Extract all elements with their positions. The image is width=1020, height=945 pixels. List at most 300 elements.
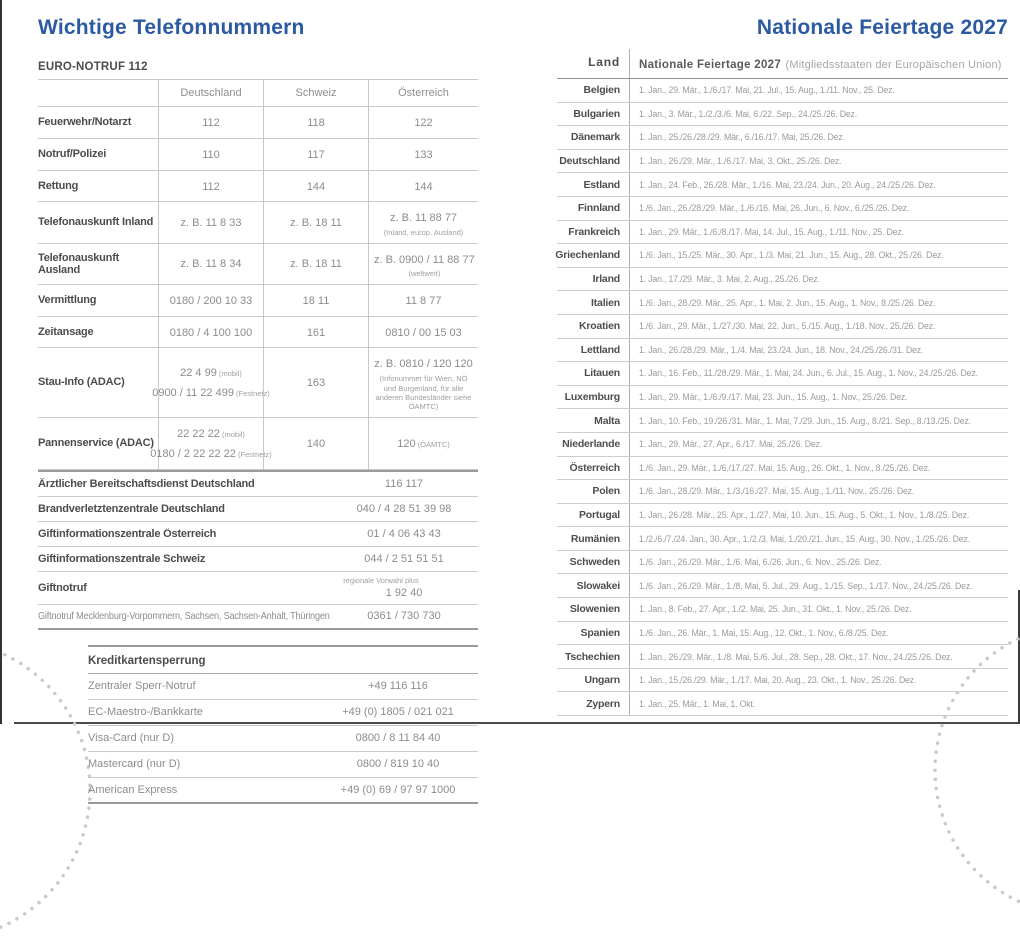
phone-number: 117 bbox=[307, 148, 325, 161]
holiday-dates bbox=[629, 457, 1008, 480]
phone-number-note: (Infonummer für Wien, NÖ und Burgenland, für alle anderen Bundesländer siehe ÖAMTC) bbox=[375, 374, 472, 412]
service-label-text: Giftnotruf bbox=[38, 582, 87, 595]
country-label: Spanien bbox=[580, 626, 620, 639]
phone-number-fit bbox=[290, 253, 342, 274]
phone-number-line bbox=[152, 382, 270, 403]
cell-at bbox=[368, 244, 480, 284]
phone-number: z. B. 11 8 34 bbox=[180, 258, 242, 271]
holiday-dates-text: 1./6. Jan., 26./29. Mär., 1./6. Mai, 6./26. Jun., 6. Nov., 25./26. Dez. bbox=[639, 557, 882, 568]
phone-number-line bbox=[181, 253, 242, 274]
phone-number: 18 11 bbox=[302, 294, 330, 307]
holiday-dates-text: 1. Jan., 26./29. Mär., 1./6./17. Mai, 3. Okt., 25./26. Dez. bbox=[639, 156, 842, 167]
row-label-text: Stau-Info (ADAC) bbox=[38, 376, 125, 389]
holiday-dates-text: 1./6. Jan., 26./28./29. Mär., 1./6./16. Mai, 26. Jun., 6. Nov., 6./25./26. Dez. bbox=[639, 203, 910, 214]
holiday-dates bbox=[629, 480, 1008, 503]
euro-notruf-heading: EURO-NOTRUF 112 bbox=[38, 61, 478, 80]
phone-number: 161 bbox=[306, 326, 326, 339]
holiday-dates-text: 1. Jan., 29. Mär., 1./6./8./17. Mai, 14. Jul., 15. Aug., 1./11. Nov., 25. Dez. bbox=[639, 226, 904, 237]
holiday-dates bbox=[629, 126, 1008, 149]
holiday-dates bbox=[629, 79, 1008, 102]
holiday-row bbox=[557, 339, 1008, 363]
country-label: Finnland bbox=[577, 202, 620, 215]
cell-at bbox=[368, 139, 478, 170]
phone-number-fit bbox=[307, 372, 325, 393]
phone-number-note: (mobil) bbox=[216, 368, 242, 378]
service-row bbox=[38, 572, 478, 605]
holiday-row bbox=[557, 645, 1008, 669]
phone-number-line bbox=[406, 290, 442, 311]
holiday-row bbox=[557, 551, 1008, 575]
phone-number: 22 22 22 bbox=[177, 427, 220, 440]
phone-number-line bbox=[202, 176, 220, 197]
row-label bbox=[38, 107, 158, 138]
holiday-dates bbox=[629, 268, 1008, 291]
holiday-row bbox=[557, 480, 1008, 504]
holiday-dates bbox=[629, 551, 1008, 574]
holidays-column-header: Nationale Feiertage 2027 (Mitgliedsstaaten der Europäischen Union) bbox=[629, 49, 1008, 78]
holiday-table-body bbox=[557, 79, 1008, 716]
phone-number-line bbox=[397, 433, 450, 454]
holiday-dates bbox=[629, 362, 1008, 385]
page-title-right: Nationale Feiertage 2027 bbox=[756, 16, 1008, 39]
cell-at bbox=[368, 107, 478, 138]
service-row bbox=[38, 472, 478, 497]
page-title-left: Wichtige Telefonnummern bbox=[38, 16, 305, 39]
phone-number: 0900 / 11 22 499 bbox=[152, 387, 234, 400]
holiday-dates-text: 1. Jan., 16. Feb., 11./28./29. Mär., 1. Mai, 24. Jun., 6. Jul., 15. Aug., 1. Nov., 24./25./26. Dez. bbox=[639, 368, 978, 379]
phone-number-fit bbox=[290, 212, 342, 233]
holiday-dates-text: 1. Jan., 24. Feb., 26./28. Mär., 1./16. Mai, 23./24. Jun., 20. Aug., 24./25./26. Dez. bbox=[639, 179, 936, 190]
phone-number: 040 / 4 28 51 39 98 bbox=[356, 503, 452, 516]
creditcard-label: American Express bbox=[88, 783, 178, 796]
service-label bbox=[38, 528, 330, 540]
phone-number-note: regionale Vorwahl plus bbox=[343, 576, 419, 586]
phone-number-fit bbox=[180, 362, 242, 383]
row-label bbox=[38, 418, 158, 470]
cell-at bbox=[368, 285, 478, 316]
phone-number-line bbox=[307, 112, 325, 133]
phone-number: 0180 / 200 10 33 bbox=[169, 294, 253, 307]
country-label: Belgien bbox=[583, 84, 620, 97]
holiday-dates bbox=[629, 173, 1008, 196]
phone-number-note: (ÖAMTC) bbox=[415, 440, 450, 450]
phone-number: 044 / 2 51 51 51 bbox=[364, 553, 444, 566]
holiday-dates bbox=[629, 150, 1008, 173]
phone-number-line bbox=[330, 586, 478, 600]
holiday-dates-text: 1. Jan., 17./29. Mär., 3. Mai, 2. Aug., 25./26. Dez. bbox=[639, 274, 820, 285]
service-value bbox=[330, 552, 478, 566]
holiday-row bbox=[557, 692, 1008, 716]
holiday-row bbox=[557, 362, 1008, 386]
phone-number-fit bbox=[385, 322, 461, 343]
cell-de bbox=[158, 107, 263, 138]
phone-number-line bbox=[390, 207, 457, 228]
cell-at bbox=[368, 418, 478, 470]
service-value bbox=[330, 527, 478, 541]
holiday-dates bbox=[629, 692, 1008, 715]
phone-number-line bbox=[181, 212, 242, 233]
row-label bbox=[38, 139, 158, 170]
holiday-row bbox=[557, 409, 1008, 433]
phone-number-fit bbox=[414, 176, 432, 197]
phone-number-fit bbox=[303, 290, 330, 311]
holiday-dates bbox=[629, 527, 1008, 550]
phone-number: 01 / 4 06 43 43 bbox=[367, 528, 441, 541]
service-value bbox=[330, 609, 478, 623]
phone-number: 144 bbox=[306, 180, 326, 193]
cell-ch bbox=[263, 202, 368, 242]
phone-number-line bbox=[330, 477, 478, 491]
row-label-text: Zeitansage bbox=[38, 325, 94, 338]
holiday-dates bbox=[629, 574, 1008, 597]
creditcard-number: 0800 / 819 10 40 bbox=[356, 758, 440, 771]
row-label bbox=[38, 244, 158, 284]
phone-number-fit bbox=[307, 112, 325, 133]
service-value bbox=[330, 477, 478, 491]
holiday-dates-text: 1. Jan., 3. Mär., 1./2./3./6. Mai, 6./22. Sep., 24./25./26. Dez. bbox=[639, 108, 858, 119]
row-label bbox=[38, 171, 158, 202]
service-label-text: Giftnotruf Mecklenburg-Vorpommern, Sachsen, Sachsen-Anhalt, Thüringen bbox=[38, 610, 330, 623]
creditcard-row bbox=[88, 700, 478, 726]
phone-number-fit bbox=[414, 112, 432, 133]
phone-number-line bbox=[385, 322, 461, 343]
cell-ch bbox=[263, 139, 368, 170]
table-row bbox=[38, 139, 478, 171]
cell-ch bbox=[263, 348, 368, 416]
holiday-dates bbox=[629, 622, 1008, 645]
phone-number-fit bbox=[307, 144, 325, 165]
country-label: Frankreich bbox=[568, 225, 620, 238]
country-label: Estland bbox=[583, 178, 620, 191]
phone-table bbox=[38, 80, 478, 472]
phone-number-fit bbox=[364, 552, 444, 566]
holiday-dates-text: 1./6. Jan., 29. Mär., 1./6./17./27. Mai, 15. Aug., 26. Okt., 1. Nov., 8./25./26. Dez. bbox=[639, 462, 930, 473]
service-value bbox=[330, 502, 478, 516]
creditcard-label: Mastercard (nur D) bbox=[88, 758, 181, 771]
phone-number: 0180 / 4 100 100 bbox=[169, 326, 253, 339]
service-row bbox=[38, 547, 478, 572]
holiday-dates-text: 1. Jan., 8. Feb., 27. Apr., 1./2. Mai, 25. Jun., 31. Okt., 1. Nov., 25./26. Dez. bbox=[639, 604, 912, 615]
row-label-text: Rettung bbox=[38, 179, 79, 192]
holiday-dates-text: 1./6. Jan., 26./29. Mär., 1./8. Mai, 5. Jul., 29. Aug., 1./15. Sep., 1./17. Nov., 24./25./26. Dez. bbox=[639, 580, 973, 591]
phone-number-line bbox=[414, 112, 432, 133]
creditcard-rows bbox=[88, 674, 478, 804]
holiday-row bbox=[557, 173, 1008, 197]
row-label-text: Feuerwehr/Notarzt bbox=[38, 116, 132, 129]
holiday-dates-text: 1. Jan., 26./28./29. Mär., 1./4. Mai, 23./24. Jun., 18. Nov., 24./25./26./31. Dez. bbox=[639, 344, 924, 355]
holiday-dates-text: 1./6. Jan., 15./25. Mär., 30. Apr., 1./3. Mai, 21. Jun., 15. Aug., 28. Okt., 25./26. Dez. bbox=[639, 250, 944, 261]
phone-number-fit bbox=[414, 144, 432, 165]
phone-number-line bbox=[414, 144, 432, 165]
phone-number-fit bbox=[181, 253, 242, 274]
phone-number: 116 117 bbox=[384, 478, 424, 491]
holiday-dates bbox=[629, 433, 1008, 456]
country-label: Slowakei bbox=[576, 579, 620, 592]
row-label bbox=[38, 317, 158, 348]
services-list bbox=[38, 472, 478, 630]
table-row bbox=[38, 285, 478, 317]
phone-table-body bbox=[38, 107, 478, 472]
phone-number-line bbox=[374, 249, 475, 270]
country-label: Irland bbox=[592, 273, 620, 286]
holiday-dates bbox=[629, 339, 1008, 362]
phone-number: 163 bbox=[306, 377, 326, 390]
phone-number-line bbox=[170, 322, 253, 343]
holiday-dates-text: 1. Jan., 10. Feb., 19./26./31. Mär., 1. Mai, 7./29. Jun., 15. Aug., 8./21. Sep., 8./13./25. Dez. bbox=[639, 415, 971, 426]
table-corner-cell bbox=[38, 80, 158, 106]
phone-number-line bbox=[330, 527, 478, 541]
creditcard-title: Kreditkartensperrung bbox=[88, 647, 478, 674]
phone-number-line bbox=[330, 502, 478, 516]
holiday-dates bbox=[629, 645, 1008, 668]
row-label bbox=[38, 285, 158, 316]
cell-ch bbox=[263, 244, 368, 284]
creditcard-number: +49 (0) 69 / 97 97 1000 bbox=[340, 783, 456, 796]
phone-number: z. B. 11 88 77 bbox=[389, 212, 458, 225]
holiday-row bbox=[557, 669, 1008, 693]
holiday-dates bbox=[629, 504, 1008, 527]
phone-number-fit bbox=[367, 609, 440, 623]
cell-ch bbox=[263, 171, 368, 202]
holiday-dates bbox=[629, 669, 1008, 692]
holiday-dates bbox=[629, 291, 1008, 314]
holiday-row bbox=[557, 622, 1008, 646]
phone-number: 144 bbox=[414, 180, 433, 193]
holiday-dates bbox=[629, 315, 1008, 338]
phone-number-line bbox=[202, 144, 220, 165]
phone-number-line bbox=[180, 362, 242, 383]
holiday-dates-text: 1. Jan., 26./29. Mär., 1./8. Mai, 5./6. Jul., 28. Sep., 28. Okt., 17. Nov., 24./25./26. Dez. bbox=[639, 651, 953, 662]
holiday-table-header bbox=[557, 49, 1008, 79]
holiday-dates-text: 1. Jan., 26./28. Mär., 25. Apr., 1./27. Mai, 10. Jun., 15. Aug., 5. Okt., 1. Nov., 1./8./25. Dez. bbox=[639, 509, 970, 520]
country-label: Polen bbox=[592, 485, 620, 498]
phone-number-fit bbox=[390, 207, 457, 228]
creditcard-row bbox=[88, 674, 478, 700]
holiday-dates bbox=[629, 598, 1008, 621]
cell-de bbox=[158, 285, 263, 316]
phone-number: z. B. 11 8 33 bbox=[180, 217, 242, 230]
service-label-text: Giftinformationszentrale Österreich bbox=[38, 528, 217, 541]
row-label-text: Pannenservice (ADAC) bbox=[38, 437, 154, 450]
cell-at bbox=[368, 317, 478, 348]
holiday-row bbox=[557, 197, 1008, 221]
table-row bbox=[38, 107, 478, 139]
holiday-dates bbox=[629, 103, 1008, 126]
phone-number: 140 bbox=[306, 438, 326, 451]
phone-number-fit bbox=[385, 477, 423, 491]
phone-number: 112 bbox=[202, 117, 220, 129]
phone-number-line bbox=[307, 322, 325, 343]
service-label bbox=[38, 553, 330, 565]
holiday-row bbox=[557, 598, 1008, 622]
phone-number-note: (Festnetz) bbox=[235, 450, 272, 460]
holiday-dates bbox=[629, 197, 1008, 220]
service-row bbox=[38, 522, 478, 547]
row-label bbox=[38, 202, 158, 242]
service-label bbox=[38, 610, 330, 622]
phone-number: z. B. 18 11 bbox=[290, 258, 342, 271]
holiday-dates bbox=[629, 221, 1008, 244]
phone-number-fit bbox=[177, 423, 245, 444]
right-page bbox=[557, 16, 1008, 716]
service-label bbox=[38, 503, 330, 515]
land-column-header: Land bbox=[588, 55, 620, 69]
cell-de bbox=[158, 202, 263, 242]
phone-number-fit bbox=[152, 382, 270, 403]
phone-number-fit bbox=[170, 290, 253, 311]
holiday-dates-text: 1. Jan., 29. Mär., 1./6./9./17. Mai, 23. Jun., 15. Aug., 1. Nov., 25./26. Dez. bbox=[639, 392, 908, 403]
table-row bbox=[38, 244, 478, 285]
cell-de bbox=[158, 171, 263, 202]
country-label: Lettland bbox=[580, 343, 620, 356]
country-label: Dänemark bbox=[570, 131, 620, 144]
country-label: Ungarn bbox=[584, 674, 620, 687]
country-label: Schweden bbox=[569, 556, 620, 569]
phone-number: z. B. 0810 / 120 120 bbox=[374, 358, 473, 371]
phone-number-fit bbox=[307, 322, 325, 343]
service-label bbox=[38, 478, 330, 490]
country-label: Tschechien bbox=[565, 650, 620, 663]
phone-number-line bbox=[414, 176, 432, 197]
country-label: Zypern bbox=[586, 697, 620, 710]
holidays-header-bold: Nationale Feiertage 2027 bbox=[639, 59, 782, 71]
phone-number-line bbox=[374, 353, 472, 374]
column-header-oesterreich: Österreich bbox=[368, 80, 478, 106]
cell-ch bbox=[263, 418, 368, 470]
holiday-row bbox=[557, 574, 1008, 598]
country-label: Italien bbox=[591, 296, 620, 309]
table-row bbox=[38, 418, 478, 471]
phone-number: 122 bbox=[414, 117, 433, 129]
phone-number: 112 bbox=[202, 180, 220, 193]
holiday-dates-text: 1. Jan., 29. Mär., 1./6./17. Mai, 21. Jul., 15. Aug., 1./11. Nov., 25. Dez. bbox=[639, 85, 895, 96]
creditcard-row bbox=[88, 726, 478, 752]
phone-number: 120 bbox=[397, 438, 416, 451]
row-label-text: Notruf/Polizei bbox=[38, 148, 107, 161]
service-row bbox=[38, 497, 478, 522]
phone-number-line bbox=[330, 552, 478, 566]
column-header-schweiz: Schweiz bbox=[263, 80, 368, 106]
country-label: Niederlande bbox=[562, 438, 620, 451]
country-label: Griechenland bbox=[555, 249, 620, 262]
cell-at bbox=[368, 202, 478, 242]
phone-number-line bbox=[307, 144, 325, 165]
service-label-text: Brandverletztenzentrale Deutschland bbox=[38, 503, 225, 516]
holiday-row bbox=[557, 150, 1008, 174]
holiday-dates-text: 1. Jan., 15./26./29. Mär., 1./17. Mai, 20. Aug., 23. Okt., 1. Nov., 25./26. Dez. bbox=[639, 675, 917, 686]
holiday-dates-text: 1. Jan., 25. Mär., 1. Mai, 1. Okt. bbox=[639, 698, 755, 709]
phone-number: 1 92 40 bbox=[385, 586, 423, 599]
phone-number-note: (mobil) bbox=[219, 429, 245, 439]
phone-number-note: (Inland, europ. Ausland) bbox=[383, 228, 464, 238]
phone-number-line bbox=[150, 443, 271, 464]
country-label: Kroatien bbox=[579, 320, 620, 333]
row-label-text: Vermittlung bbox=[38, 294, 97, 307]
table-row bbox=[38, 171, 478, 203]
holiday-dates-text: 1. Jan., 29. Mär., 27. Apr., 6./17. Mai, 25./26. Dez. bbox=[639, 439, 823, 450]
phone-number-line bbox=[307, 433, 325, 454]
cell-at bbox=[368, 348, 478, 416]
cell-de bbox=[152, 348, 270, 416]
phone-number-fit bbox=[386, 586, 423, 600]
phone-number-fit bbox=[202, 144, 220, 165]
holiday-row bbox=[557, 244, 1008, 268]
holiday-dates bbox=[629, 386, 1008, 409]
phone-number-fit bbox=[202, 176, 220, 197]
creditcard-label: Zentraler Sperr-Notruf bbox=[88, 680, 196, 693]
holiday-row bbox=[557, 386, 1008, 410]
phone-number: 110 bbox=[202, 148, 220, 161]
service-label bbox=[38, 582, 330, 594]
service-label-text: Giftinformationszentrale Schweiz bbox=[38, 553, 206, 566]
service-label-text: Ärztlicher Bereitschaftsdienst Deutschland bbox=[38, 478, 255, 491]
phone-number-fit bbox=[307, 433, 325, 454]
table-row bbox=[38, 348, 478, 417]
phone-number: 22 4 99 bbox=[180, 366, 217, 379]
cell-de bbox=[150, 418, 272, 470]
service-row bbox=[38, 605, 478, 630]
phone-number-line bbox=[290, 212, 342, 233]
phone-number-fit bbox=[357, 502, 452, 516]
holiday-dates-text: 1./6. Jan., 28./29. Mär., 1./3./16./27. Mai, 15. Aug., 1./11. Nov., 25./26. Dez. bbox=[639, 486, 915, 497]
phone-number-fit bbox=[406, 290, 442, 311]
phone-number-fit bbox=[181, 212, 242, 233]
phone-number-fit bbox=[170, 322, 253, 343]
phone-number: z. B. 18 11 bbox=[290, 217, 342, 230]
table-row bbox=[38, 317, 478, 349]
phone-number: 133 bbox=[414, 148, 433, 161]
holiday-row bbox=[557, 103, 1008, 127]
column-header-deutschland: Deutschland bbox=[158, 80, 263, 106]
phone-number-line bbox=[307, 372, 325, 393]
table-row bbox=[38, 202, 478, 243]
phone-number: 0810 / 00 15 03 bbox=[385, 326, 462, 339]
country-label: Deutschland bbox=[559, 155, 620, 168]
cell-de bbox=[158, 244, 263, 284]
country-label: Portugal bbox=[579, 508, 620, 521]
holiday-row bbox=[557, 291, 1008, 315]
phone-number-note: (Festnetz) bbox=[233, 389, 270, 399]
holiday-row bbox=[557, 126, 1008, 150]
cell-ch bbox=[263, 285, 368, 316]
phone-number-fit bbox=[150, 443, 271, 464]
creditcard-number: +49 (0) 1805 / 021 021 bbox=[342, 706, 454, 719]
row-label-text: Telefonauskunft Ausland bbox=[38, 251, 120, 276]
cell-ch bbox=[263, 317, 368, 348]
phone-number-line bbox=[202, 112, 220, 133]
creditcard-row bbox=[88, 778, 478, 804]
country-label: Slowenien bbox=[569, 603, 620, 616]
holiday-row bbox=[557, 79, 1008, 103]
phone-number-fit bbox=[397, 433, 450, 454]
phone-number-fit bbox=[307, 176, 325, 197]
holiday-row bbox=[557, 457, 1008, 481]
country-label: Litauen bbox=[584, 367, 620, 380]
creditcard-label: EC-Maestro-/Bankkarte bbox=[88, 706, 203, 719]
country-label: Österreich bbox=[569, 461, 620, 474]
phone-number: 0361 / 730 730 bbox=[367, 610, 441, 623]
holiday-dates bbox=[629, 409, 1008, 432]
phone-number-line bbox=[330, 609, 478, 623]
phone-number-fit bbox=[367, 527, 440, 541]
holiday-dates-text: 1./6. Jan., 26. Mär., 1. Mai, 15. Aug., 12. Okt., 1. Nov., 6./8./25. Dez. bbox=[639, 627, 889, 638]
creditcard-row bbox=[88, 752, 478, 778]
country-label: Luxemburg bbox=[564, 391, 620, 404]
phone-number-line bbox=[290, 253, 342, 274]
cell-de bbox=[158, 317, 263, 348]
phone-number-line bbox=[307, 176, 325, 197]
phone-number: 11 8 77 bbox=[405, 294, 442, 307]
